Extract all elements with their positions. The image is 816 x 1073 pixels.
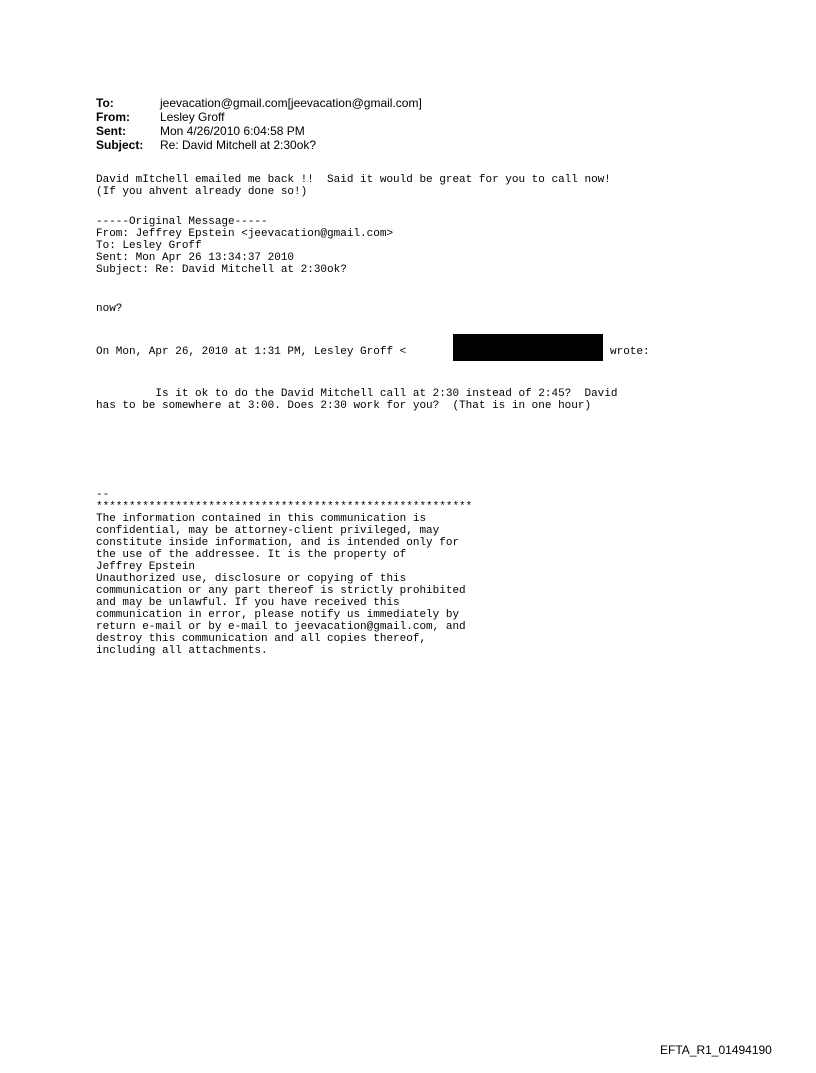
reply-line: David mItchell emailed me back !! Said it would be great for you to call now!	[96, 174, 611, 186]
to-label: To:	[96, 96, 114, 110]
subject-row	[96, 138, 422, 152]
signature-line: communication or any part thereof is strictly prohibited	[96, 585, 466, 597]
subject-value: Re: David Mitchell at 2:30ok?	[160, 138, 317, 152]
signature-stars: *********************************************************	[96, 501, 473, 513]
signature-line: and may be unlawful. If you have received this	[96, 597, 400, 609]
original-message-header	[96, 216, 393, 276]
quote-intro-suffix: wrote:	[610, 346, 650, 358]
reply-body	[96, 174, 611, 198]
quoted-message	[96, 388, 618, 412]
signature-line: Unauthorized use, disclosure or copying of this	[96, 573, 407, 585]
from-label: From:	[96, 110, 130, 124]
redaction-box	[453, 334, 603, 361]
sent-value: Mon 4/26/2010 6:04:58 PM	[160, 124, 305, 138]
original-sent: Sent: Mon Apr 26 13:34:37 2010	[96, 252, 295, 264]
signature-line: constitute inside information, and is intended only for	[96, 537, 460, 549]
document-id: EFTA_R1_01494190	[660, 1043, 772, 1057]
signature-line: The information contained in this communication is	[96, 513, 427, 525]
signature-line: Jeffrey Epstein	[96, 561, 196, 573]
email-header	[96, 96, 422, 152]
signature-line: including all attachments.	[96, 645, 268, 657]
original-separator: -----Original Message-----	[96, 216, 268, 228]
sent-label: Sent:	[96, 124, 126, 138]
signature-block	[96, 489, 472, 657]
from-row	[96, 110, 422, 124]
signature-line: confidential, may be attorney-client privileged, may	[96, 525, 440, 537]
signature-line: communication in error, please notify us immediately by	[96, 609, 460, 621]
reply-line: (If you ahvent already done so!)	[96, 186, 308, 198]
quote-intro-prefix: On Mon, Apr 26, 2010 at 1:31 PM, Lesley Groff <	[96, 346, 407, 358]
quoted-line: has to be somewhere at 3:00. Does 2:30 work for you? (That is in one hour)	[96, 400, 592, 412]
signature-dashes: --	[96, 489, 110, 501]
original-from: From: Jeffrey Epstein <jeevacation@gmail.com>	[96, 228, 394, 240]
now-line: now?	[96, 303, 123, 315]
original-subject: Subject: Re: David Mitchell at 2:30ok?	[96, 264, 347, 276]
signature-line: destroy this communication and all copies thereof,	[96, 633, 427, 645]
from-value: Lesley Groff	[160, 110, 225, 124]
quoted-line: Is it ok to do the David Mitchell call at 2:30 instead of 2:45? David	[96, 388, 618, 400]
signature-line: return e-mail or by e-mail to jeevacation@gmail.com, and	[96, 621, 466, 633]
to-row	[96, 96, 422, 110]
subject-label: Subject:	[96, 138, 144, 152]
original-to: To: Lesley Groff	[96, 240, 202, 252]
to-value: jeevacation@gmail.com[jeevacation@gmail.com]	[160, 96, 422, 110]
signature-line: the use of the addressee. It is the property of	[96, 549, 407, 561]
sent-row	[96, 124, 422, 138]
